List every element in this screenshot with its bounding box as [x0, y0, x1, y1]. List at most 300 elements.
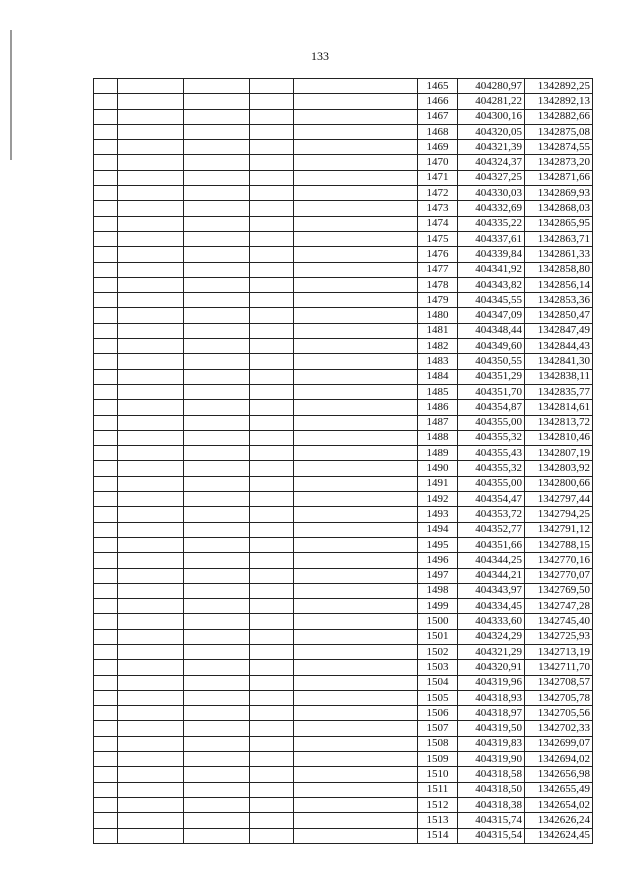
empty-cell — [294, 690, 418, 705]
empty-cell — [184, 476, 250, 491]
empty-cell — [94, 231, 118, 246]
x-coordinate-cell: 404344,25 — [458, 553, 525, 568]
y-coordinate-cell: 1342656,98 — [525, 767, 593, 782]
point-number-cell: 1497 — [418, 568, 458, 583]
empty-cell — [250, 507, 294, 522]
point-number-cell: 1477 — [418, 262, 458, 277]
table-row — [94, 430, 593, 445]
empty-cell — [184, 79, 250, 94]
empty-cell — [118, 79, 184, 94]
empty-cell — [184, 660, 250, 675]
point-number-cell: 1502 — [418, 644, 458, 659]
empty-cell — [250, 660, 294, 675]
x-coordinate-cell: 404319,50 — [458, 721, 525, 736]
table-row — [94, 721, 593, 736]
empty-cell — [118, 644, 184, 659]
x-coordinate-cell: 404334,45 — [458, 599, 525, 614]
empty-cell — [250, 79, 294, 94]
table-row — [94, 109, 593, 124]
empty-cell — [294, 94, 418, 109]
empty-cell — [94, 690, 118, 705]
empty-cell — [294, 537, 418, 552]
table-row — [94, 446, 593, 461]
point-number-cell: 1506 — [418, 706, 458, 721]
empty-cell — [94, 767, 118, 782]
empty-cell — [94, 79, 118, 94]
table-row — [94, 262, 593, 277]
table-row — [94, 629, 593, 644]
point-number-cell: 1487 — [418, 415, 458, 430]
x-coordinate-cell: 404343,82 — [458, 277, 525, 292]
empty-cell — [94, 553, 118, 568]
empty-cell — [184, 675, 250, 690]
empty-cell — [250, 247, 294, 262]
y-coordinate-cell: 1342861,33 — [525, 247, 593, 262]
point-number-cell: 1481 — [418, 323, 458, 338]
x-coordinate-cell: 404318,50 — [458, 782, 525, 797]
empty-cell — [184, 782, 250, 797]
y-coordinate-cell: 1342874,55 — [525, 140, 593, 155]
x-coordinate-cell: 404315,54 — [458, 828, 525, 843]
table-row — [94, 813, 593, 828]
empty-cell — [118, 323, 184, 338]
empty-cell — [94, 644, 118, 659]
table-row — [94, 828, 593, 843]
y-coordinate-cell: 1342835,77 — [525, 384, 593, 399]
empty-cell — [294, 323, 418, 338]
empty-cell — [294, 568, 418, 583]
y-coordinate-cell: 1342626,24 — [525, 813, 593, 828]
empty-cell — [250, 644, 294, 659]
empty-cell — [294, 797, 418, 812]
empty-cell — [94, 675, 118, 690]
y-coordinate-cell: 1342814,61 — [525, 400, 593, 415]
empty-cell — [294, 216, 418, 231]
x-coordinate-cell: 404347,09 — [458, 308, 525, 323]
empty-cell — [94, 186, 118, 201]
x-coordinate-cell: 404319,90 — [458, 752, 525, 767]
empty-cell — [294, 752, 418, 767]
empty-cell — [118, 415, 184, 430]
empty-cell — [118, 140, 184, 155]
point-number-cell: 1499 — [418, 599, 458, 614]
empty-cell — [184, 537, 250, 552]
empty-cell — [184, 124, 250, 139]
empty-cell — [250, 415, 294, 430]
empty-cell — [118, 553, 184, 568]
y-coordinate-cell: 1342654,02 — [525, 797, 593, 812]
empty-cell — [294, 629, 418, 644]
y-coordinate-cell: 1342892,25 — [525, 79, 593, 94]
empty-cell — [250, 767, 294, 782]
empty-cell — [94, 782, 118, 797]
empty-cell — [294, 262, 418, 277]
table-row — [94, 767, 593, 782]
empty-cell — [294, 369, 418, 384]
empty-cell — [250, 522, 294, 537]
empty-cell — [294, 140, 418, 155]
point-number-cell: 1504 — [418, 675, 458, 690]
empty-cell — [294, 599, 418, 614]
point-number-cell: 1485 — [418, 384, 458, 399]
empty-cell — [250, 568, 294, 583]
y-coordinate-cell: 1342800,66 — [525, 476, 593, 491]
empty-cell — [94, 476, 118, 491]
empty-cell — [118, 583, 184, 598]
empty-cell — [118, 155, 184, 170]
empty-cell — [250, 690, 294, 705]
table-row — [94, 537, 593, 552]
empty-cell — [184, 813, 250, 828]
empty-cell — [294, 782, 418, 797]
empty-cell — [184, 767, 250, 782]
point-number-cell: 1514 — [418, 828, 458, 843]
empty-cell — [184, 721, 250, 736]
y-coordinate-cell: 1342770,16 — [525, 553, 593, 568]
empty-cell — [294, 553, 418, 568]
empty-cell — [94, 430, 118, 445]
y-coordinate-cell: 1342745,40 — [525, 614, 593, 629]
empty-cell — [118, 828, 184, 843]
empty-cell — [250, 308, 294, 323]
empty-cell — [184, 140, 250, 155]
point-number-cell: 1467 — [418, 109, 458, 124]
empty-cell — [118, 216, 184, 231]
empty-cell — [250, 140, 294, 155]
empty-cell — [250, 797, 294, 812]
x-coordinate-cell: 404355,43 — [458, 446, 525, 461]
empty-cell — [294, 201, 418, 216]
empty-cell — [184, 277, 250, 292]
y-coordinate-cell: 1342769,50 — [525, 583, 593, 598]
empty-cell — [118, 369, 184, 384]
table-row — [94, 186, 593, 201]
empty-cell — [118, 752, 184, 767]
point-number-cell: 1473 — [418, 201, 458, 216]
table-row — [94, 79, 593, 94]
x-coordinate-cell: 404350,55 — [458, 354, 525, 369]
empty-cell — [118, 507, 184, 522]
empty-cell — [94, 599, 118, 614]
table-row — [94, 614, 593, 629]
point-number-cell: 1500 — [418, 614, 458, 629]
empty-cell — [118, 400, 184, 415]
x-coordinate-cell: 404320,91 — [458, 660, 525, 675]
empty-cell — [294, 170, 418, 185]
point-number-cell: 1505 — [418, 690, 458, 705]
x-coordinate-cell: 404355,32 — [458, 430, 525, 445]
empty-cell — [250, 736, 294, 751]
table-row — [94, 339, 593, 354]
empty-cell — [94, 492, 118, 507]
y-coordinate-cell: 1342847,49 — [525, 323, 593, 338]
x-coordinate-cell: 404318,38 — [458, 797, 525, 812]
x-coordinate-cell: 404335,22 — [458, 216, 525, 231]
empty-cell — [184, 507, 250, 522]
x-coordinate-cell: 404315,74 — [458, 813, 525, 828]
empty-cell — [118, 339, 184, 354]
point-number-cell: 1495 — [418, 537, 458, 552]
point-number-cell: 1501 — [418, 629, 458, 644]
empty-cell — [118, 277, 184, 292]
empty-cell — [184, 400, 250, 415]
y-coordinate-cell: 1342858,80 — [525, 262, 593, 277]
empty-cell — [184, 553, 250, 568]
x-coordinate-cell: 404300,16 — [458, 109, 525, 124]
empty-cell — [184, 231, 250, 246]
point-number-cell: 1492 — [418, 492, 458, 507]
empty-cell — [294, 675, 418, 690]
point-number-cell: 1469 — [418, 140, 458, 155]
x-coordinate-cell: 404281,22 — [458, 94, 525, 109]
x-coordinate-cell: 404355,32 — [458, 461, 525, 476]
table-row — [94, 216, 593, 231]
table-row — [94, 293, 593, 308]
point-number-cell: 1482 — [418, 339, 458, 354]
empty-cell — [294, 461, 418, 476]
y-coordinate-cell: 1342850,47 — [525, 308, 593, 323]
point-number-cell: 1513 — [418, 813, 458, 828]
y-coordinate-cell: 1342873,20 — [525, 155, 593, 170]
empty-cell — [118, 354, 184, 369]
empty-cell — [184, 384, 250, 399]
empty-cell — [94, 461, 118, 476]
x-coordinate-cell: 404330,03 — [458, 186, 525, 201]
empty-cell — [94, 277, 118, 292]
empty-cell — [184, 461, 250, 476]
empty-cell — [184, 354, 250, 369]
empty-cell — [184, 94, 250, 109]
table-row — [94, 644, 593, 659]
empty-cell — [184, 308, 250, 323]
empty-cell — [250, 553, 294, 568]
x-coordinate-cell: 404343,97 — [458, 583, 525, 598]
empty-cell — [118, 767, 184, 782]
empty-cell — [94, 537, 118, 552]
empty-cell — [294, 507, 418, 522]
y-coordinate-cell: 1342868,03 — [525, 201, 593, 216]
empty-cell — [184, 583, 250, 598]
y-coordinate-cell: 1342699,07 — [525, 736, 593, 751]
empty-cell — [118, 186, 184, 201]
empty-cell — [250, 614, 294, 629]
empty-cell — [184, 752, 250, 767]
empty-cell — [118, 109, 184, 124]
empty-cell — [94, 308, 118, 323]
table-row — [94, 706, 593, 721]
table-row — [94, 124, 593, 139]
y-coordinate-cell: 1342869,93 — [525, 186, 593, 201]
empty-cell — [94, 400, 118, 415]
empty-cell — [118, 629, 184, 644]
empty-cell — [250, 262, 294, 277]
empty-cell — [94, 369, 118, 384]
empty-cell — [250, 155, 294, 170]
table-row — [94, 568, 593, 583]
table-row — [94, 247, 593, 262]
empty-cell — [118, 690, 184, 705]
table-row — [94, 308, 593, 323]
y-coordinate-cell: 1342810,46 — [525, 430, 593, 445]
table-row — [94, 476, 593, 491]
empty-cell — [250, 94, 294, 109]
y-coordinate-cell: 1342770,07 — [525, 568, 593, 583]
y-coordinate-cell: 1342807,19 — [525, 446, 593, 461]
empty-cell — [184, 706, 250, 721]
empty-cell — [94, 706, 118, 721]
x-coordinate-cell: 404355,00 — [458, 476, 525, 491]
table-row — [94, 140, 593, 155]
x-coordinate-cell: 404332,69 — [458, 201, 525, 216]
page-number: 133 — [311, 49, 329, 63]
point-number-cell: 1503 — [418, 660, 458, 675]
empty-cell — [118, 170, 184, 185]
empty-cell — [250, 782, 294, 797]
x-coordinate-cell: 404321,39 — [458, 140, 525, 155]
empty-cell — [118, 675, 184, 690]
empty-cell — [250, 706, 294, 721]
empty-cell — [94, 415, 118, 430]
y-coordinate-cell: 1342705,78 — [525, 690, 593, 705]
table-body — [94, 79, 593, 844]
empty-cell — [250, 400, 294, 415]
empty-cell — [184, 522, 250, 537]
empty-cell — [294, 522, 418, 537]
table-row — [94, 170, 593, 185]
point-number-cell: 1493 — [418, 507, 458, 522]
x-coordinate-cell: 404351,66 — [458, 537, 525, 552]
empty-cell — [250, 675, 294, 690]
empty-cell — [184, 262, 250, 277]
empty-cell — [184, 415, 250, 430]
empty-cell — [294, 155, 418, 170]
empty-cell — [184, 155, 250, 170]
point-number-cell: 1483 — [418, 354, 458, 369]
table-row — [94, 797, 593, 812]
empty-cell — [250, 384, 294, 399]
empty-cell — [250, 277, 294, 292]
empty-cell — [184, 293, 250, 308]
empty-cell — [250, 354, 294, 369]
empty-cell — [250, 109, 294, 124]
empty-cell — [118, 813, 184, 828]
point-number-cell: 1465 — [418, 79, 458, 94]
x-coordinate-cell: 404339,84 — [458, 247, 525, 262]
empty-cell — [118, 201, 184, 216]
empty-cell — [294, 492, 418, 507]
empty-cell — [94, 752, 118, 767]
empty-cell — [94, 614, 118, 629]
x-coordinate-cell: 404354,47 — [458, 492, 525, 507]
point-number-cell: 1484 — [418, 369, 458, 384]
table-row — [94, 522, 593, 537]
empty-cell — [250, 599, 294, 614]
empty-cell — [118, 797, 184, 812]
y-coordinate-cell: 1342788,15 — [525, 537, 593, 552]
empty-cell — [294, 124, 418, 139]
point-number-cell: 1512 — [418, 797, 458, 812]
empty-cell — [118, 384, 184, 399]
x-coordinate-cell: 404352,77 — [458, 522, 525, 537]
empty-cell — [250, 216, 294, 231]
y-coordinate-cell: 1342747,28 — [525, 599, 593, 614]
empty-cell — [294, 277, 418, 292]
empty-cell — [94, 721, 118, 736]
empty-cell — [250, 430, 294, 445]
empty-cell — [118, 736, 184, 751]
empty-cell — [294, 660, 418, 675]
y-coordinate-cell: 1342708,57 — [525, 675, 593, 690]
empty-cell — [294, 293, 418, 308]
x-coordinate-cell: 404353,72 — [458, 507, 525, 522]
table-row — [94, 660, 593, 675]
table-row — [94, 690, 593, 705]
x-coordinate-cell: 404351,29 — [458, 369, 525, 384]
point-number-cell: 1490 — [418, 461, 458, 476]
empty-cell — [94, 201, 118, 216]
x-coordinate-cell: 404333,60 — [458, 614, 525, 629]
empty-cell — [118, 124, 184, 139]
empty-cell — [184, 323, 250, 338]
x-coordinate-cell: 404321,29 — [458, 644, 525, 659]
y-coordinate-cell: 1342655,49 — [525, 782, 593, 797]
empty-cell — [94, 797, 118, 812]
empty-cell — [94, 384, 118, 399]
point-number-cell: 1511 — [418, 782, 458, 797]
empty-cell — [250, 170, 294, 185]
point-number-cell: 1486 — [418, 400, 458, 415]
y-coordinate-cell: 1342705,56 — [525, 706, 593, 721]
point-number-cell: 1488 — [418, 430, 458, 445]
empty-cell — [250, 629, 294, 644]
empty-cell — [184, 736, 250, 751]
empty-cell — [250, 201, 294, 216]
y-coordinate-cell: 1342844,43 — [525, 339, 593, 354]
y-coordinate-cell: 1342725,93 — [525, 629, 593, 644]
x-coordinate-cell: 404341,92 — [458, 262, 525, 277]
point-number-cell: 1478 — [418, 277, 458, 292]
x-coordinate-cell: 404349,60 — [458, 339, 525, 354]
empty-cell — [94, 155, 118, 170]
empty-cell — [294, 721, 418, 736]
empty-cell — [294, 400, 418, 415]
x-coordinate-cell: 404327,25 — [458, 170, 525, 185]
empty-cell — [94, 828, 118, 843]
empty-cell — [250, 231, 294, 246]
empty-cell — [184, 629, 250, 644]
empty-cell — [118, 568, 184, 583]
y-coordinate-cell: 1342882,66 — [525, 109, 593, 124]
empty-cell — [184, 247, 250, 262]
x-coordinate-cell: 404345,55 — [458, 293, 525, 308]
empty-cell — [94, 293, 118, 308]
empty-cell — [94, 568, 118, 583]
empty-cell — [118, 446, 184, 461]
x-coordinate-cell: 404324,29 — [458, 629, 525, 644]
empty-cell — [294, 430, 418, 445]
y-coordinate-cell: 1342871,66 — [525, 170, 593, 185]
table-row — [94, 400, 593, 415]
empty-cell — [294, 644, 418, 659]
x-coordinate-cell: 404351,70 — [458, 384, 525, 399]
table-row — [94, 277, 593, 292]
y-coordinate-cell: 1342856,14 — [525, 277, 593, 292]
y-coordinate-cell: 1342794,25 — [525, 507, 593, 522]
empty-cell — [118, 522, 184, 537]
empty-cell — [94, 736, 118, 751]
empty-cell — [94, 140, 118, 155]
empty-cell — [184, 369, 250, 384]
